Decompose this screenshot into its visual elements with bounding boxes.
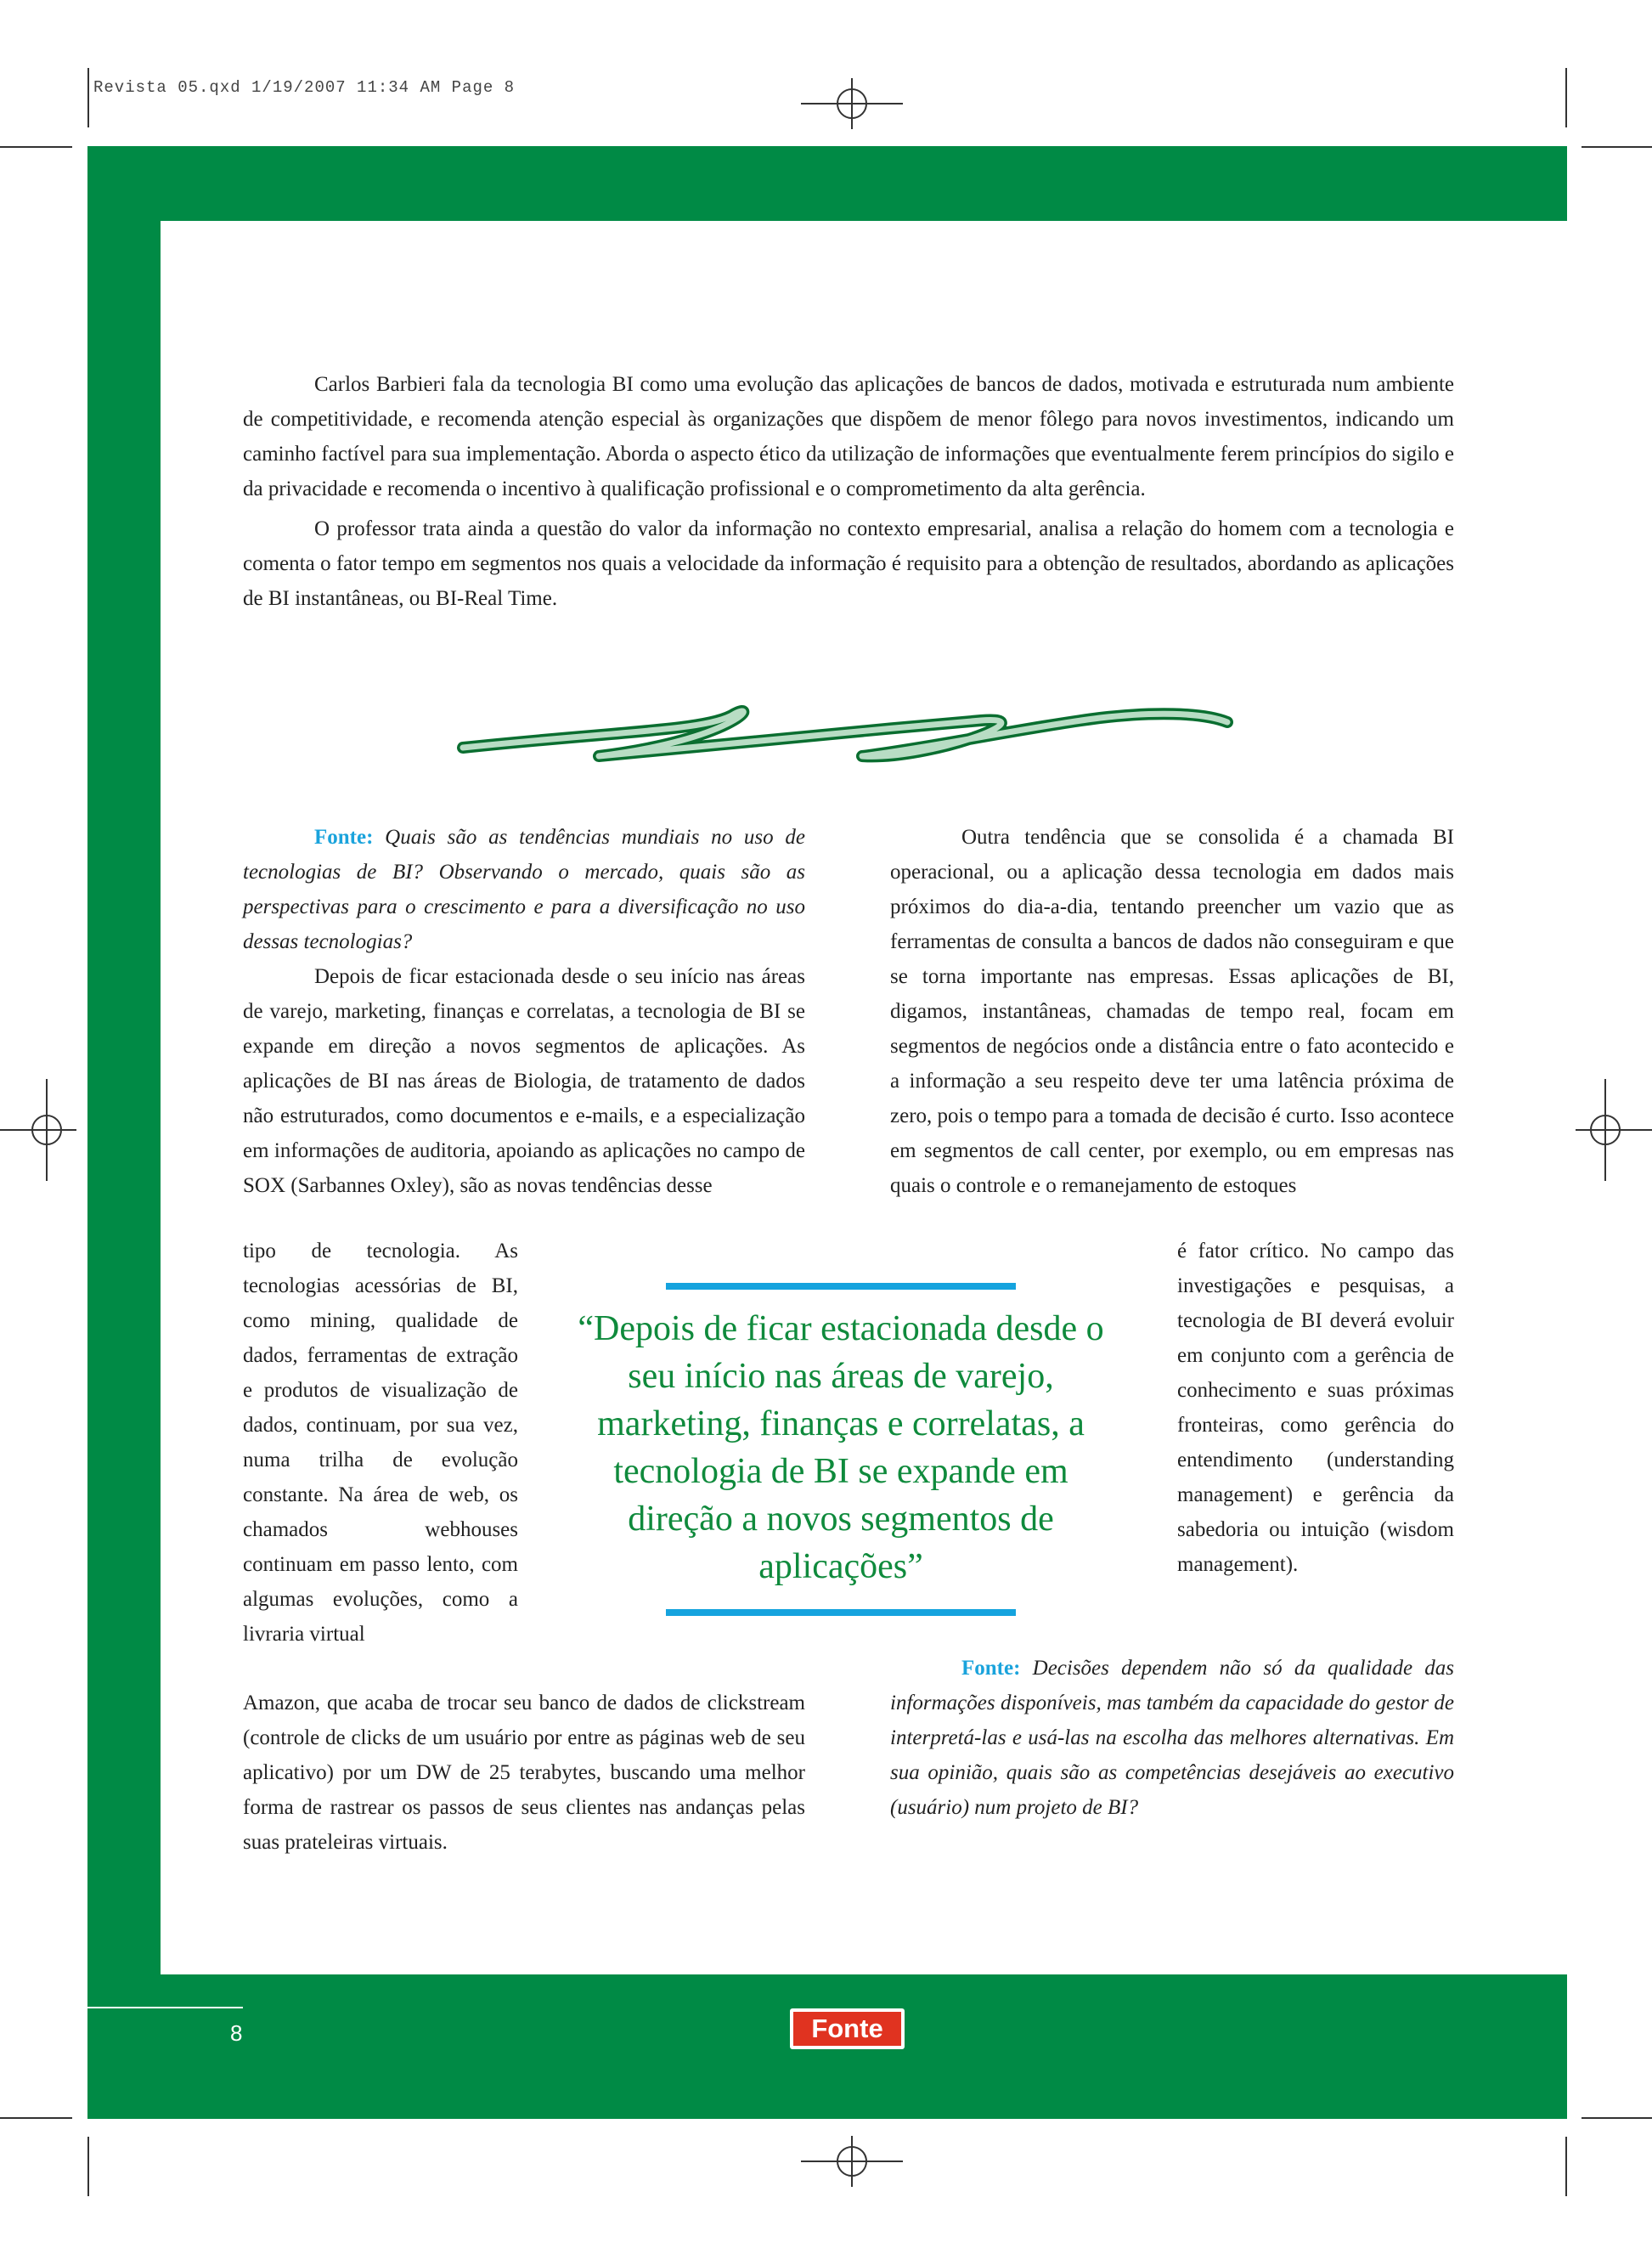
- left-column-wrap: [243, 1234, 518, 1652]
- quote-rule-top: [666, 1283, 1016, 1290]
- question: [890, 1651, 1454, 1825]
- right-column-wrap: [1177, 1234, 1454, 1582]
- registration-mark-icon: [0, 1079, 76, 1181]
- answer-paragraph: Amazon, que acaba de trocar seu banco de dados de clickstream (controle de clicks de um usuário por entre as páginas web de seu aplicativo) por um DW de 25 terabytes, buscando uma melhor forma de rastrear os passos de seus clientes nas andanças pelas suas prateleiras virtuais.: [243, 1692, 805, 1854]
- intro-text: [243, 367, 1454, 616]
- answer-paragraph: tipo de tecnologia. As tecnologias acessórias de BI, como mining, qualidade de dados, ferramentas de extração e produtos de visualização de dados, continuam, por sua vez, numa trilha de evolução constante. Na área de web, os chamados webhouses continuam em passo lento, com algumas evoluções, como a livraria virtual: [243, 1240, 518, 1646]
- right-column-bottom: [890, 1651, 1454, 1825]
- quote-rule-bottom: [666, 1609, 1016, 1616]
- fonte-logo: [790, 2008, 905, 2049]
- answer-paragraph: Outra tendência que se consolida é a chamada BI operacional, ou a aplicação dessa tecnologia em dados mais próximos do dia-a-dia, tentando preencher um vazio que as ferramentas de consulta a bancos de dados não conseguiram e que se torna importante nas empresas. Essas aplicações de BI, digamos, instantâneas, chamadas de tempo real, focam em segmentos de negócios onde a distância entre o fato acontecido e a informação a seu respeito deve ter uma latência próxima de zero, pois o tempo para a tomada de decisão é curto. Isso acontece em segmentos de call center, por exemplo, ou em empresas nas quais o controle e o remanejamento de estoques: [890, 826, 1454, 1197]
- logo-text: Fonte: [793, 2012, 901, 2046]
- question-label: Fonte:: [314, 826, 374, 849]
- answer-paragraph: Depois de ficar estacionada desde o seu início nas áreas de varejo, marketing, finanças e correlatas, a tecnologia de BI se expande em direção a novos segmentos de aplicações. As aplicações de BI nas áreas de Biologia, de tratamento de dados não estruturados, como documentos e e-mails, e a especialização em informações de auditoria, apoiando as aplicações no campo de SOX (Sarbannes Oxley), são as novas tendências desse: [243, 965, 805, 1197]
- page-number-rule: [87, 2007, 243, 2008]
- answer-paragraph: é fator crítico. No campo das investigações e pesquisas, a tecnologia de BI deverá evoluir em conjunto com a gerência de conhecimento e suas próximas fronteiras, como gerência do entendimento (understanding management) e gerência da sabedoria ou intuição (wisdom management).: [1177, 1240, 1454, 1576]
- pull-quote-text: “Depois de ficar estacionada desde o seu início nas áreas de varejo, marketing, finanças e correlatas, a tecnologia de BI se expande em direção a novos segmentos de aplicações”: [578, 1309, 1104, 1586]
- page-number: 8: [230, 2020, 243, 2046]
- right-column: [890, 820, 1454, 1203]
- question-text: Quais são as tendências mundiais no uso de tecnologias de BI? Observando o mercado, quais são as perspectivas para o crescimento e para a diversificação no uso dessas tecnologias?: [243, 826, 805, 953]
- registration-mark-icon: [801, 2136, 903, 2187]
- question-label: Fonte:: [961, 1657, 1021, 1680]
- decorative-swirl-icon: [454, 697, 1236, 765]
- question: [243, 820, 805, 959]
- registration-mark-icon: [1576, 1079, 1652, 1181]
- left-column: [243, 820, 805, 1203]
- left-green-band: [87, 146, 161, 2119]
- left-column-bottom: [243, 1686, 805, 1860]
- intro-paragraph: O professor trata ainda a questão do valor da informação no contexto empresarial, analisa a relação do homem com a tecnologia e comenta o fator tempo em segmentos nos quais a velocidade da informação é requisito para a obtenção de resultados, abordando as aplicações de BI instantâneas, ou BI-Real Time.: [243, 517, 1454, 610]
- pull-quote: [578, 1283, 1104, 1616]
- registration-mark-icon: [801, 78, 903, 129]
- intro-paragraph: Carlos Barbieri fala da tecnologia BI como uma evolução das aplicações de bancos de dados, motivada e estruturada num ambiente de competitividade, e recomenda atenção especial às organizações que dispõem de menor fôlego para novos investimentos, indicando um caminho factível para sua implementação. Aborda o aspecto ético da utilização de informações que eventualmente ferem princípios do sigilo e da privacidade e recomenda o incentivo à qualificação profissional e o comprometimento da alta gerência.: [243, 373, 1454, 500]
- print-slug: Revista 05.qxd 1/19/2007 11:34 AM Page 8: [93, 78, 516, 97]
- top-green-band: [87, 146, 1567, 221]
- question-text: Decisões dependem não só da qualidade das informações disponíveis, mas também da capacidade do gestor de interpretá-las e usá-las na escolha das melhores alternativas. Em sua opinião, quais são as competências desejáveis ao executivo (usuário) num projeto de BI?: [890, 1657, 1454, 1819]
